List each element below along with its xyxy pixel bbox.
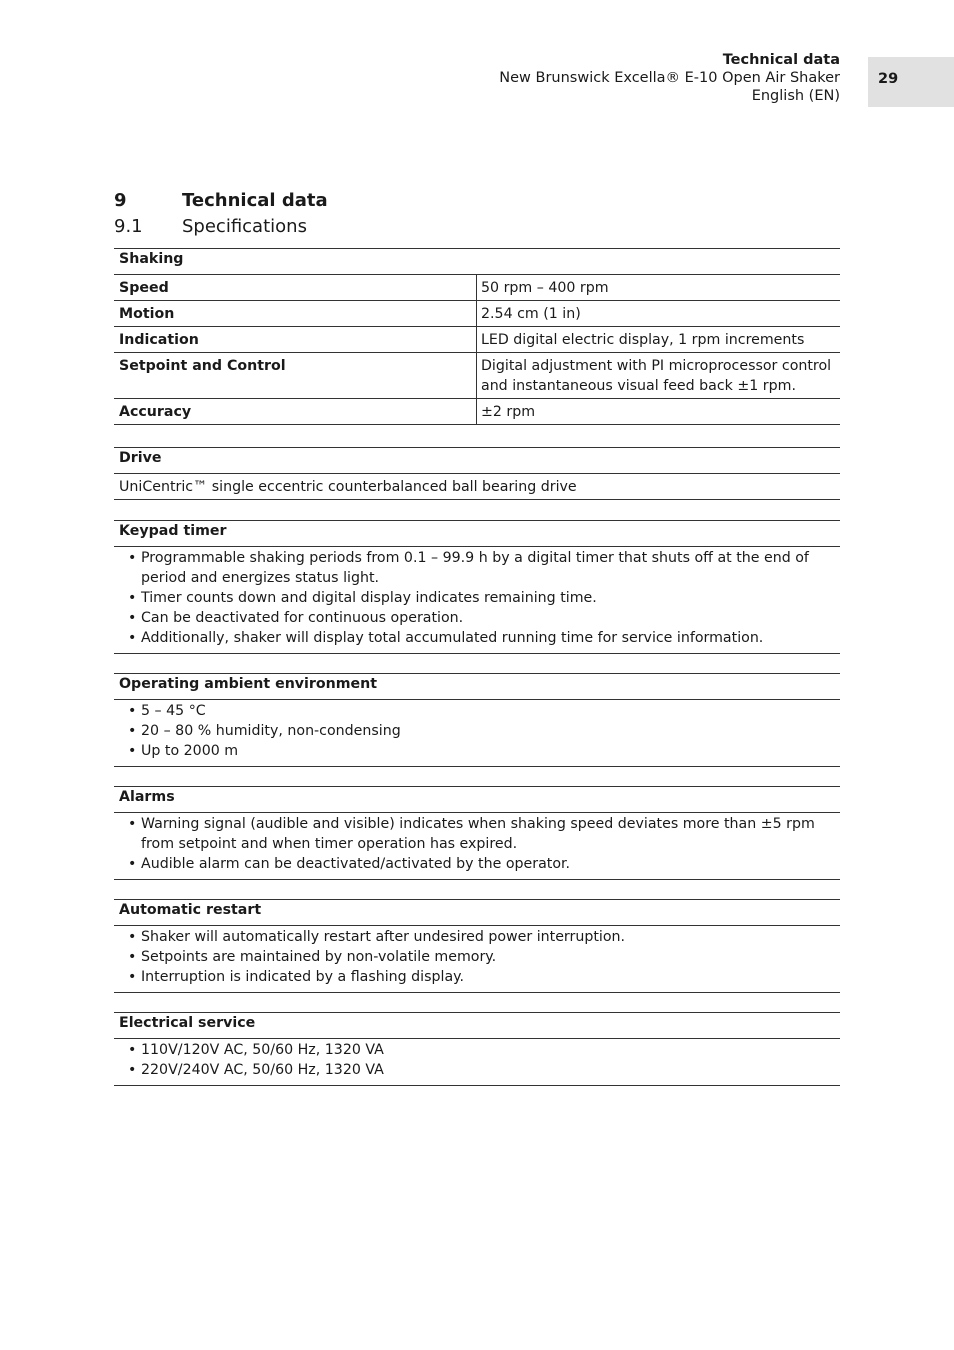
table-title: Automatic restart — [114, 900, 840, 926]
section-heading — [114, 190, 328, 211]
list-item-text: 5 – 45 °C — [141, 703, 206, 719]
bullet-list — [114, 926, 840, 993]
row-label: Motion — [114, 301, 477, 326]
list-item-text: 110V/120V AC, 50/60 Hz, 1320 VA — [141, 1042, 384, 1058]
list-item-text: Additionally, shaker will display total accumulated running time for service information. — [141, 630, 764, 646]
list-item — [128, 721, 832, 741]
table-row — [114, 399, 840, 425]
bullet: • — [128, 550, 137, 566]
header-language: English (EN) — [751, 88, 840, 104]
list-item-text: Setpoints are maintained by non-volatile memory. — [141, 949, 497, 965]
bullet: • — [128, 590, 137, 606]
shaking-table — [114, 248, 840, 425]
list-item — [128, 608, 832, 628]
table-row — [114, 301, 840, 327]
row-label: Indication — [114, 327, 477, 352]
list-item — [128, 927, 832, 947]
bullet: • — [128, 1062, 137, 1078]
list-item — [128, 854, 832, 874]
bullet-list — [114, 700, 840, 767]
row-value: Digital adjustment with PI microprocessor control and instantaneous visual feed back ±1 rpm. — [481, 358, 832, 394]
list-item — [128, 947, 832, 967]
bullet: • — [128, 969, 137, 985]
restart-table — [114, 899, 840, 993]
table-title: Keypad timer — [114, 521, 840, 547]
drive-table — [114, 447, 840, 500]
subsection-number: 9.1 — [114, 216, 143, 237]
list-item — [128, 1040, 832, 1060]
list-item-text: 20 – 80 % humidity, non-condensing — [141, 723, 401, 739]
row-label: Accuracy — [114, 399, 477, 424]
list-item — [128, 628, 832, 648]
row-label: Speed — [114, 275, 477, 300]
list-item-text: Timer counts down and digital display indicates remaining time. — [141, 590, 597, 606]
list-item — [128, 548, 832, 588]
row-value: ±2 rpm — [481, 404, 536, 420]
list-item — [128, 1060, 832, 1080]
row-value: LED digital electric display, 1 rpm increments — [481, 332, 805, 348]
bullet: • — [128, 743, 137, 759]
table-title: Alarms — [114, 787, 840, 813]
list-item — [128, 741, 832, 761]
list-item-text: Shaker will automatically restart after undesired power interruption. — [141, 929, 626, 945]
table-title: Shaking — [114, 249, 840, 275]
page-number: 29 — [878, 71, 899, 87]
table-row — [114, 275, 840, 301]
bullet: • — [128, 703, 137, 719]
list-item-text: Audible alarm can be deactivated/activated by the operator. — [141, 856, 571, 872]
list-item-text: Up to 2000 m — [141, 743, 239, 759]
bullet: • — [128, 856, 137, 872]
subsection-heading — [114, 216, 307, 237]
row-value: 50 rpm – 400 rpm — [481, 280, 609, 296]
environment-table — [114, 673, 840, 767]
table-title: Drive — [114, 448, 840, 474]
list-item-text: Programmable shaking periods from 0.1 – 99.9 h by a digital timer that shuts off at the end of period and energizes status light. — [141, 550, 809, 586]
row-value: 2.54 cm (1 in) — [481, 306, 581, 322]
bullet: • — [128, 929, 137, 945]
table-title: Operating ambient environment — [114, 674, 840, 700]
table-row — [114, 353, 840, 399]
bullet: • — [128, 630, 137, 646]
list-item-text: 220V/240V AC, 50/60 Hz, 1320 VA — [141, 1062, 384, 1078]
bullet: • — [128, 949, 137, 965]
list-item — [128, 588, 832, 608]
list-item — [128, 701, 832, 721]
row-label: Setpoint and Control — [114, 353, 477, 398]
page-number-box — [868, 57, 954, 107]
table-row — [114, 327, 840, 353]
bullet-list — [114, 813, 840, 880]
list-item-text: Warning signal (audible and visible) indicates when shaking speed deviates more than ±5 rpm from setpoint and when timer operation has expired. — [141, 816, 815, 852]
bullet: • — [128, 1042, 137, 1058]
alarms-table — [114, 786, 840, 880]
list-item-text: Can be deactivated for continuous operation. — [141, 610, 464, 626]
header-section: Technical data — [722, 52, 840, 68]
bullet-list — [114, 1039, 840, 1086]
bullet-list — [114, 547, 840, 654]
section-title: Technical data — [182, 190, 328, 211]
subsection-title: Specifications — [182, 216, 307, 237]
keypad-timer-table — [114, 520, 840, 654]
section-number: 9 — [114, 190, 127, 211]
list-item-text: Interruption is indicated by a flashing display. — [141, 969, 465, 985]
bullet: • — [128, 816, 137, 832]
header-product: New Brunswick Excella® E-10 Open Air Shaker — [499, 70, 840, 86]
running-header — [499, 51, 840, 105]
bullet: • — [128, 610, 137, 626]
electrical-table — [114, 1012, 840, 1086]
table-title: Electrical service — [114, 1013, 840, 1039]
list-item — [128, 814, 832, 854]
bullet: • — [128, 723, 137, 739]
list-item — [128, 967, 832, 987]
drive-text: UniCentric™ single eccentric counterbalanced ball bearing drive — [114, 474, 840, 500]
